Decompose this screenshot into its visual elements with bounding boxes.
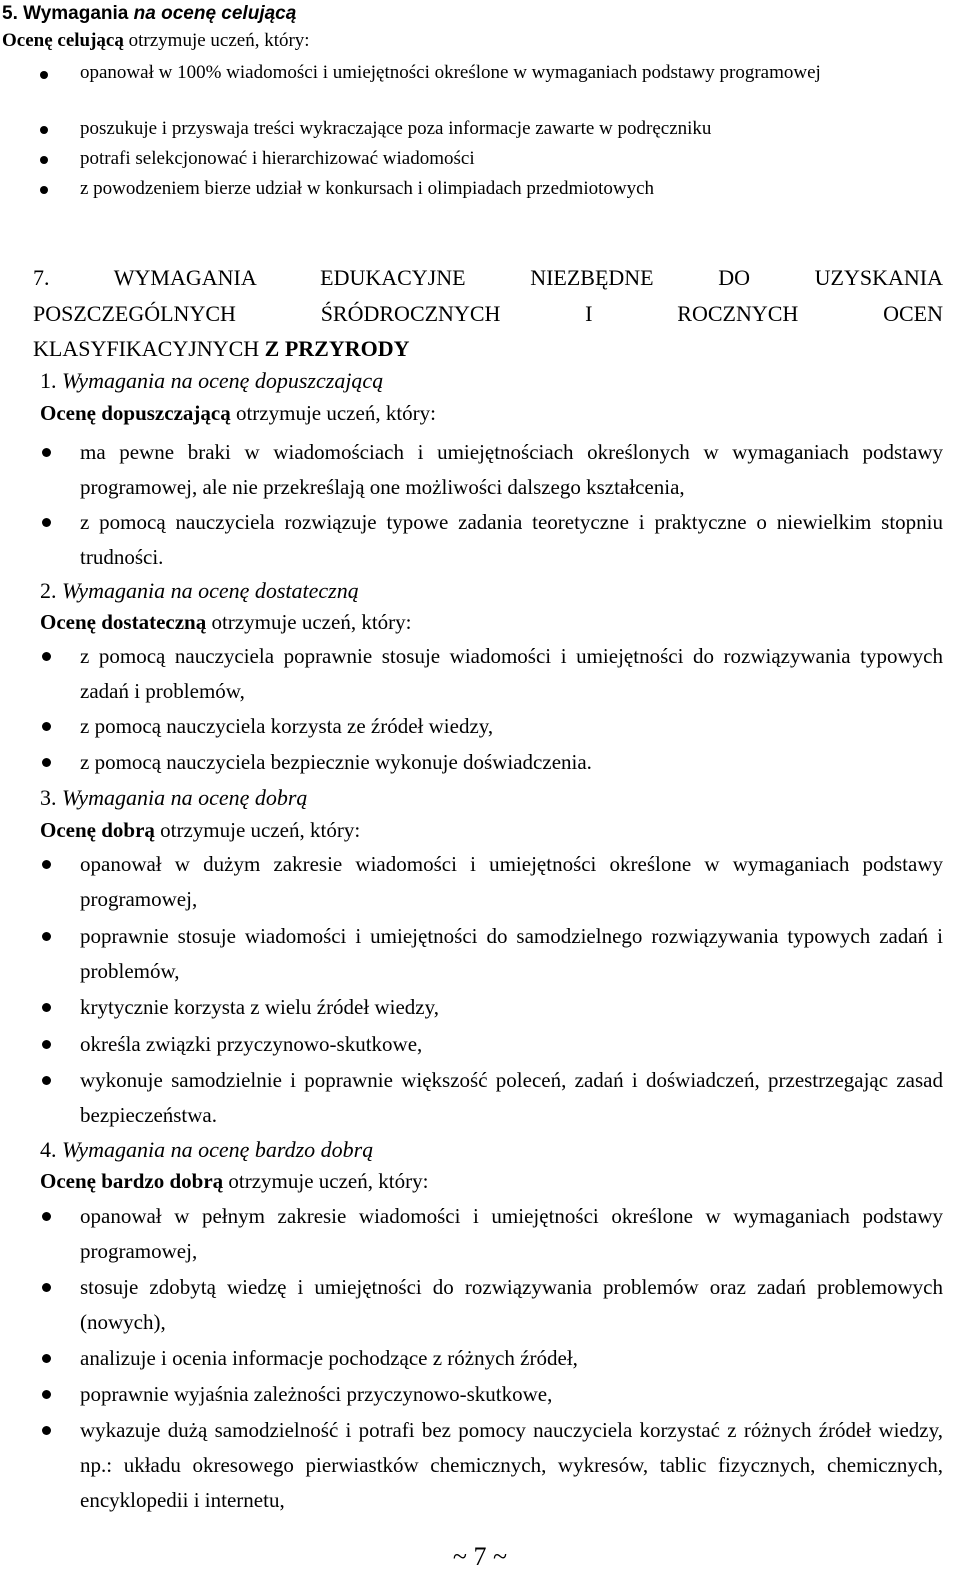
grade-1-intro xyxy=(40,398,436,428)
bullet-icon xyxy=(42,1354,51,1363)
list-item: opanował w dużym zakresie wiadomości i umiejętności określone w wymaganiach podstawy programowej, xyxy=(80,852,943,911)
list-item: z powodzeniem bierze udział w konkursach i olimpiadach przedmiotowych xyxy=(80,178,655,199)
grade-2-intro-text: otrzymuje uczeń, który: xyxy=(206,610,412,634)
bullet-icon xyxy=(42,932,51,941)
section-5-heading xyxy=(2,3,296,25)
bullet-icon xyxy=(42,722,51,731)
grade-1-intro-text: otrzymuje uczeń, który: xyxy=(230,401,436,425)
list-item: ma pewne braki w wiadomościach i umiejętnościach określonych w wymaganiach podstawy programowej, ale nie przekreślają one możliwości dalszego kształcenia, xyxy=(80,440,943,499)
grade-4-heading xyxy=(40,1135,373,1165)
grade-3-intro-bold: Ocenę dobrą xyxy=(40,818,155,842)
bullet-icon xyxy=(42,652,51,661)
bullet-icon xyxy=(42,518,51,527)
list-item: wykazuje dużą samodzielność i potrafi bez pomocy nauczyciela korzystać z różnych źródeł wiedzy, np.: układu okresowego pierwiastków chemicznych, wykresów, tablic fizycznych, chemicznych, encyklopedii i internetu, xyxy=(80,1418,943,1512)
bullet-icon xyxy=(42,1212,51,1221)
grade-1-heading xyxy=(40,366,383,396)
bullet-icon xyxy=(40,71,48,79)
grade-2-title: Wymagania na ocenę dostateczną xyxy=(62,578,359,603)
grade-2-number: 2. xyxy=(40,578,62,603)
grade-4-intro xyxy=(40,1166,428,1196)
section-7-heading-line-1: 7. WYMAGANIA EDUKACYJNE NIEZBĘDNE DO UZYSKANIA xyxy=(33,265,943,290)
grade-4-intro-bold: Ocenę bardzo dobrą xyxy=(40,1169,224,1193)
page-number: ~ 7 ~ xyxy=(452,1542,508,1571)
list-item: wykonuje samodzielnie i poprawnie większość poleceń, zadań i doświadczeń, przestrzegając zasad bezpieczeństwa. xyxy=(80,1068,943,1127)
section-5-heading-number: 5. Wymagania xyxy=(2,3,134,24)
section-7-heading-line-2: POSZCZEGÓLNYCH ŚRÓDROCZNYCH I ROCZNYCH OCEN xyxy=(33,301,943,326)
grade-2-intro-bold: Ocenę dostateczną xyxy=(40,610,207,634)
section-5-heading-title: na ocenę celującą xyxy=(133,3,297,24)
grade-4-intro-text: otrzymuje uczeń, który: xyxy=(223,1169,429,1193)
grade-3-heading xyxy=(40,783,307,813)
list-item: poszukuje i przyswaja treści wykraczające poza informacje zawarte w podręczniku xyxy=(80,118,712,139)
bullet-icon xyxy=(42,1040,51,1049)
section-7-heading-line-3 xyxy=(33,331,943,367)
grade-4-title: Wymagania na ocenę bardzo dobrą xyxy=(62,1137,374,1162)
bullet-icon xyxy=(42,1426,51,1435)
list-item: opanował w 100% wiadomości i umiejętności określone w wymaganiach podstawy programowej xyxy=(80,62,821,83)
list-item: z pomocą nauczyciela rozwiązuje typowe zadania teoretyczne i praktyczne o niewielkim stopniu trudności. xyxy=(80,510,943,569)
grade-3-intro xyxy=(40,815,360,845)
list-item: określa związki przyczynowo-skutkowe, xyxy=(80,1032,423,1056)
grade-2-intro xyxy=(40,607,411,637)
list-item: poprawnie wyjaśnia zależności przyczynowo-skutkowe, xyxy=(80,1382,553,1406)
bullet-icon xyxy=(42,448,51,457)
grade-1-title: Wymagania na ocenę dopuszczającą xyxy=(62,368,384,393)
list-item: analizuje i ocenia informacje pochodzące z różnych źródeł, xyxy=(80,1346,578,1370)
section-5-intro-bold: Ocenę celującą xyxy=(2,30,124,51)
grade-2-heading xyxy=(40,576,359,606)
bullet-icon xyxy=(40,126,48,134)
bullet-icon xyxy=(42,758,51,767)
list-item: krytycznie korzysta z wielu źródeł wiedzy, xyxy=(80,995,439,1019)
bullet-icon xyxy=(42,860,51,869)
grade-3-intro-text: otrzymuje uczeń, który: xyxy=(154,818,361,842)
list-item: stosuje zdobytą wiedzę i umiejętności do rozwiązywania problemów oraz zadań problemowych (nowych), xyxy=(80,1275,943,1334)
bullet-icon xyxy=(40,156,48,164)
section-7-heading-text: KLASYFIKACYJNYCH xyxy=(33,336,265,361)
section-5-intro-text: otrzymuje uczeń, który: xyxy=(123,30,310,51)
bullet-icon xyxy=(42,1283,51,1292)
bullet-icon xyxy=(42,1003,51,1012)
list-item: potrafi selekcjonować i hierarchizować wiadomości xyxy=(80,148,475,169)
bullet-icon xyxy=(40,186,48,194)
list-item: opanował w pełnym zakresie wiadomości i umiejętności określone w wymaganiach podstawy programowej, xyxy=(80,1204,943,1263)
grade-1-number: 1. xyxy=(40,368,62,393)
list-item: z pomocą nauczyciela poprawnie stosuje wiadomości i umiejętności do rozwiązywania typowych zadań i problemów, xyxy=(80,644,943,703)
list-item: z pomocą nauczyciela bezpiecznie wykonuje doświadczenia. xyxy=(80,750,592,774)
grade-3-number: 3. xyxy=(40,785,62,810)
grade-4-number: 4. xyxy=(40,1137,62,1162)
list-item: poprawnie stosuje wiadomości i umiejętności do samodzielnego rozwiązywania typowych zadań i problemów, xyxy=(80,924,943,983)
grade-1-intro-bold: Ocenę dopuszczającą xyxy=(40,401,231,425)
section-5-intro xyxy=(2,30,310,52)
list-item: z pomocą nauczyciela korzysta ze źródeł wiedzy, xyxy=(80,714,494,738)
section-7-heading-subject: Z PRZYRODY xyxy=(264,336,410,361)
bullet-icon xyxy=(42,1076,51,1085)
grade-3-title: Wymagania na ocenę dobrą xyxy=(62,785,308,810)
bullet-icon xyxy=(42,1390,51,1399)
